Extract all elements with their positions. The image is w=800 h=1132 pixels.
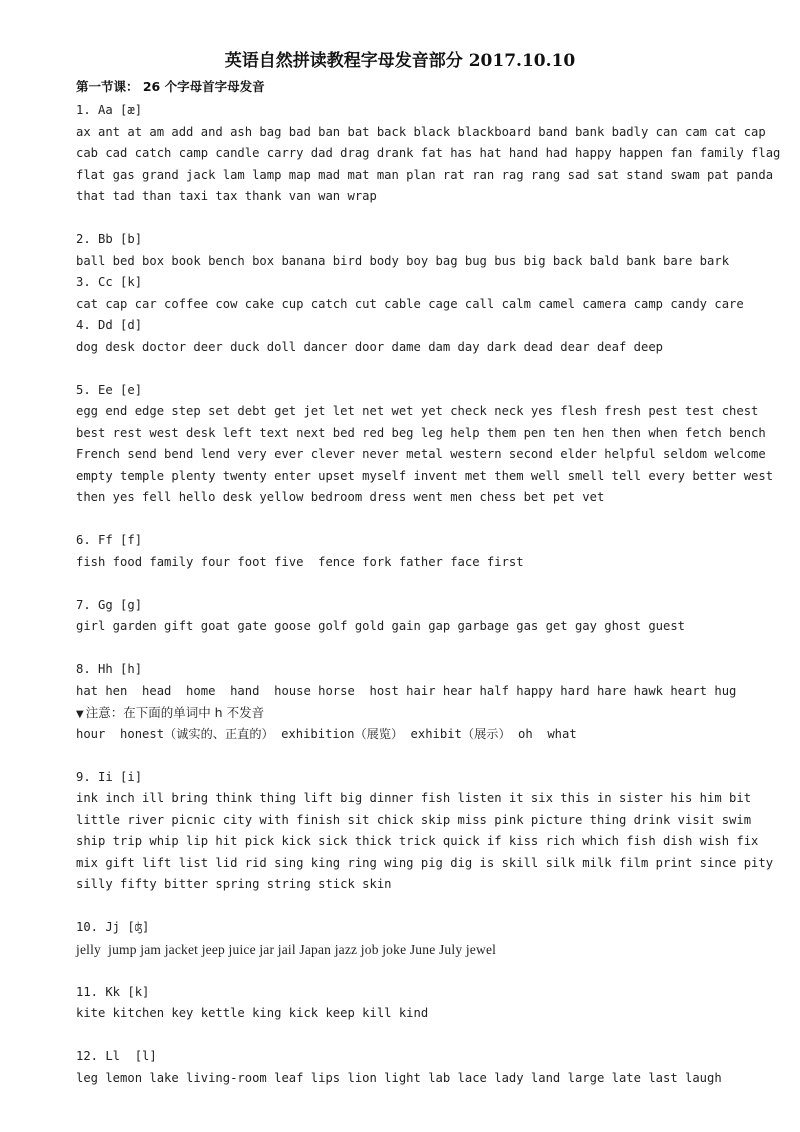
note-text: 注意：在下面的单词中 h 不发音 [85, 705, 265, 720]
blank-line [76, 960, 736, 982]
word-list-line: mix gift lift list lid rid sing king ring wing pig dig is skill silk milk film print since pity [76, 855, 774, 870]
blank-line [76, 208, 736, 230]
triangle-down-icon: ▼ [76, 709, 84, 720]
word-list-line: dog desk doctor deer duck doll dancer door dame dam day dark dead dear deaf deep [76, 339, 663, 354]
word-list-line: ink inch ill bring think thing lift big dinner fish listen it six this in sister his him bit [76, 791, 752, 805]
word-list-line: French send bend lend very ever clever never metal western second elder helpful seldom welcome [76, 447, 766, 461]
letter-heading: 6. Ff [f] [76, 533, 143, 547]
word-list-line: hat hen head home hand house horse host hair hear half happy hard hare hawk heart hug [76, 683, 737, 698]
letter-heading: 5. Ee [e] [76, 382, 143, 397]
letter-heading: 11. Kk [k] [76, 984, 150, 999]
section-heading: 第一节课： 26 个字母首字母发音 [76, 79, 265, 94]
note-line [76, 702, 736, 724]
word-list-line: cat cap car coffee cow cake cup catch cut cable cage call calm camel camera camp candy care [76, 296, 744, 311]
letter-heading: 2. Bb [b] [76, 232, 143, 246]
blank-line [76, 896, 736, 918]
letter-heading: 10. Jj [ʤ] [76, 920, 150, 934]
letter-heading: 8. Hh [h] [76, 662, 143, 676]
letter-heading: 3. Cc [k] [76, 275, 143, 289]
letter-heading: 7. Gg [g] [76, 597, 143, 612]
word-list-line: cab cad catch camp candle carry dad drag drank fat has hat hand had happy happen fan family flag [76, 146, 781, 160]
document-body [76, 100, 781, 1089]
word-list-line: jelly jump jam jacket jeep juice jar jail Japan jazz job joke June July jewel [76, 941, 497, 957]
word-list-line: leg lemon lake living-room leaf lips lion light lab lace lady land large late last laugh [76, 1070, 722, 1085]
word-list-line: ball bed box book bench box banana bird body boy bag bug bus big back bald bank bare bark [76, 253, 730, 268]
word-list-line: empty temple plenty twenty enter upset myself invent met them well smell tell every better west [76, 468, 774, 483]
word-list-line: ax ant at am add and ash bag bad ban bat back black blackboard band bank badly can cam cat cap [76, 124, 766, 139]
word-list-line: that tad than taxi tax thank van wan wrap [76, 189, 377, 203]
word-list-line: ship trip whip lip hit pick kick sick thick trick quick if kiss rich which fish dish wish fix [76, 834, 759, 848]
word-list-line: then yes fell hello desk yellow bedroom dress went men chess bet pet vet [76, 490, 605, 504]
blank-line [76, 573, 736, 595]
word-list-line: best rest west desk left text next bed red beg leg help them pen ten hen then when fetch bench [76, 425, 766, 440]
word-list-line: silly fifty bitter spring string stick skin [76, 877, 392, 891]
page-title: 英语自然拼读教程字母发音部分 2017.10.10 [224, 51, 576, 71]
word-list-line: egg end edge step set debt get jet let net wet yet check neck yes flesh fresh pest test chest [76, 404, 759, 418]
word-list-line: little river picnic city with finish sit chick skip miss pink picture thing drink visit swim [76, 812, 752, 827]
letter-heading: 9. Ii [i] [76, 769, 143, 784]
blank-line [76, 638, 736, 660]
word-list-line: kite kitchen key kettle king kick keep kill kind [76, 1006, 429, 1020]
word-list-line: girl garden gift goat gate goose golf gold gain gap garbage gas get gay ghost guest [76, 619, 686, 633]
letter-heading: 12. Ll [l] [76, 1049, 157, 1063]
blank-line [76, 745, 736, 767]
word-list-line: flat gas grand jack lam lamp map mad mat man plan rat ran rag rang sad sat stand swam pat panda [76, 167, 774, 182]
letter-heading: 4. Dd [d] [76, 318, 143, 332]
blank-line [76, 358, 736, 380]
blank-line [76, 509, 736, 531]
word-list-line: fish food family four foot five fence fork father face first [76, 554, 524, 569]
letter-heading: 1. Aa [æ] [76, 103, 143, 117]
blank-line [76, 1025, 736, 1047]
word-list-line: hour honest（诚实的、正直的） exhibition（展览） exhibit（展示） oh what [76, 726, 577, 741]
